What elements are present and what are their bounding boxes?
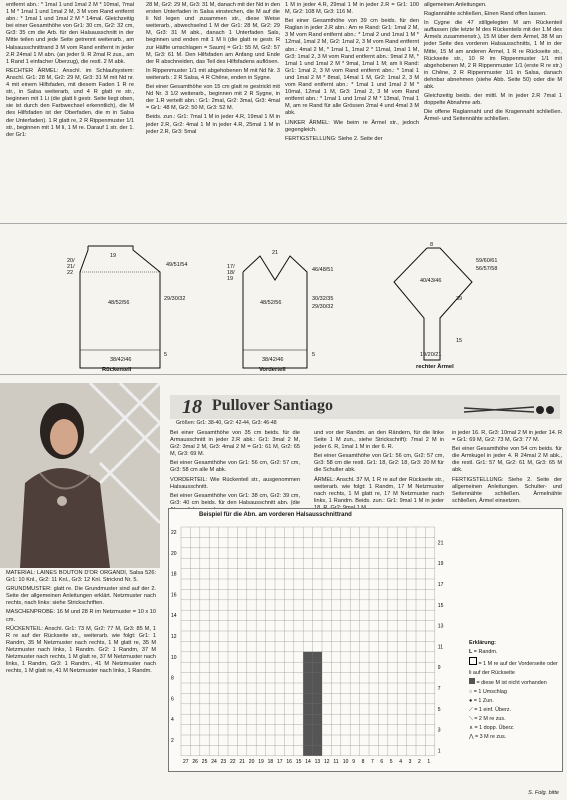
legend-title: Erklärung: [469, 640, 496, 646]
chart-col-number: 17 [277, 758, 283, 765]
absent-stitch-cell [313, 704, 322, 714]
paragraph: entfernt abn.: * 1mal 1 und 1mal 2 M * 10mal, 7mal 1 M * 1mal 1 und 1mal 2 M, 3 M vom Rand entfernt abn.: * 1mal 1 und 1mal 2 M * 14mal. Gleichzeitig bei einer Gesamthöhe von Gr1: 30 cm, Gr2: 32 cm, Gr3: 35 cm die Arb. für den Halsausschnitt in der Mitte teilen und jede Seite getrennt weiterarb., am Halsausschnittrand 3 M vom Rand entfernt in jeder 2.R 24mal 1 M abn. (an jeder 9. R 2mal R zus., am 1 Rand 1 einfacher Überzug), die restl. 2 M abk. [6, 2, 134, 65]
legend-item: ⟋ = 1 einf. Überz. [469, 707, 511, 713]
paragraph: LINKER ÄRMEL: Wie beim re Ärmel str., jedoch gegengleich. [285, 119, 419, 133]
back-top-dim: 19 [110, 253, 117, 259]
absent-stitch-cell [303, 725, 312, 735]
chart-col-number: 27 [183, 758, 189, 765]
sleeve-width-dim: 40/43/46 [420, 278, 442, 284]
paragraph: FERTIGSTELLUNG: Siehe 2. Seite der allgemeinen Anleitungen. Schulter- und Seitennähte schließen. Ärmelnähte schließen, Ärmel einsetzen. [452, 476, 562, 504]
chart-col-number: 6 [380, 758, 384, 765]
sleeve-bottom-dim: 19/20/21 [420, 352, 442, 358]
footer-note: S. Folg. bitte [528, 790, 559, 796]
chart-col-number: 12 [324, 758, 330, 765]
chart-row-number: 1 [437, 748, 441, 755]
pattern-sizes: Größen: Gr1: 38-40, Gr2: 42-44, Gr3: 46-48 [176, 420, 277, 426]
chart-col-number: 4 [399, 758, 402, 765]
chart-col-number: 21 [239, 758, 245, 765]
legend-item: ∧ = 1 dopp. Überz. [469, 725, 515, 731]
chart-row-number: 11 [437, 644, 444, 651]
front-hem-dim: 5 [312, 352, 316, 358]
paragraph: Bei einer Gesamthöhe von 35 cm beids. für die Armausschnitt in jeder 2.R abk.: Gr1: 3mal 2 M, Gr2: 3mal 2 M, Gr3: 4mal 2 M = Gr1: 61 M, Gr2: 65 M, Gr3: 69 M. [170, 430, 300, 458]
legend-item: ● = 1 Zun. [469, 698, 494, 704]
absent-stitch-cell [313, 725, 322, 735]
text-column-4 [424, 2, 562, 126]
knitting-needles-icon [464, 398, 554, 416]
paragraph: Die offene Raglannaht und die Kragennaht schließen. Ärmel- und Seitennähte schließen. [424, 109, 562, 123]
chart-row-number: 7 [437, 686, 441, 692]
chart-row-number: 6 [171, 696, 174, 703]
instruction-column-4 [452, 430, 562, 507]
instruction-column-3 [314, 430, 444, 514]
text-column-1 [6, 2, 134, 141]
paragraph: Gleichzeitig beids. der mittl. M in jeder 2.R 7mal 1 doppelte Abnahme arb. [424, 93, 562, 107]
chart-col-number: 8 [361, 758, 365, 765]
sleeve-right-dim-2: 56/57/58 [476, 266, 498, 272]
paragraph: Bei einer Gesamthöhe von 15 cm glatt re gestrickt mit Nd Nr. 3 1/2 weiterarb., beginnen mit 2 R Sygne, in der 1.R verteilt abn.: Gr1: 2mal, Gr2: 3mal, Gr3: 4mal = Gr1: 48 M, Gr2: 50 M, Gr3: 52 M. [146, 84, 280, 112]
chart-row-number: 13 [437, 623, 444, 630]
chart-row-number: 17 [437, 582, 444, 588]
absent-stitch-cell [303, 662, 312, 672]
front-side-dim-2: 29/30/32 [312, 304, 334, 310]
paragraph: Bei einer Gesamthöhe von Gr1: 56 cm, Gr2: 57 cm, Gr3: 58 cm die restl. Gr1: 18, Gr2: 18, Gr3: 20 M für die Schulter abk. [314, 453, 444, 474]
chart-col-number: 7 [371, 758, 374, 765]
chart-row-number: 18 [171, 571, 177, 578]
paragraph: und vor der Randm. an den Rändern, für die linke Seite 1 M zun., siehe Strickschrift): 7mal 2 M in jeder 6. R, 1mal 1 M in der 6. R. [314, 430, 444, 451]
back-width-dim: 48/52/56 [108, 300, 130, 306]
chart-row-number: 16 [171, 592, 177, 599]
paragraph: MATERIAL: LAINES BOUTON D'OR ORGANDI, Salsa 526: Gr1: 10 Knl., Gr2: 11 Knl., Gr3: 12 Knl. Stricknd Nr. 5. [6, 570, 156, 584]
legend-item: = 1 M re auf der Vorderseite oder li auf der Rückseite [469, 657, 559, 678]
paragraph: FERTIGSTELLUNG: Siehe 2. Seite der [285, 135, 383, 142]
absent-stitch-cell [303, 745, 312, 755]
chart-row-number: 12 [171, 634, 177, 640]
back-left-dim-1: 20/ [67, 258, 75, 264]
front-top-dim: 21 [272, 250, 279, 256]
chart-col-number: 11 [333, 758, 339, 765]
text-column-2 [146, 2, 280, 138]
chart-col-number: 15 [295, 758, 302, 765]
instruction-column-2 [170, 430, 300, 516]
absent-stitch-cell [313, 662, 322, 672]
absent-stitch-cell [303, 704, 312, 714]
chart-col-number: 3 [408, 758, 412, 765]
paragraph: In Rippenmuster 1/1 mit abgehobenen M mit Nd Nr. 3 weiterarb.: 2 R Salsa, 4 R Chêne, enden in Sygne. [146, 67, 280, 81]
chart-col-number: 14 [305, 758, 311, 765]
back-hem-dim: 5 [164, 352, 168, 358]
chart-row-number: 9 [437, 665, 441, 672]
sleeve-top-dim: 8 [430, 242, 434, 248]
absent-stitch-cell [313, 745, 322, 755]
front-left-dim-2: 18/ [227, 270, 235, 276]
chart-row-number: 5 [437, 706, 441, 713]
chart-col-number: 22 [230, 758, 236, 765]
sleeve-lower-dim: 15 [456, 338, 463, 344]
back-shoulder-dim: 49/51/54 [166, 262, 188, 268]
legend-item: ⋀ = 3 M re zus. [469, 734, 507, 740]
paragraph: In Cygne die 47 stillgelegten M am Rückenteil auffassen (die letzte M des Rückenteils mit der 1.M des Ärmels zusammenstr.), 15 M über dem Ärmel, 38 M an jeder Seite des vorderen Halsausschnitts, 1 M in der Mitte, 15 M am anderen Ärmel, 1 R re Rückseite str., Rückseite str., 10 R im Rippenmuster 1/1 mit abgehobenen M, 2 R Rippenmuster 1/1 (erste R re str.) in Chêne, 2 R Rippenmuster 1/1 in Salsa, danach dehnbar abnehmen (siehe Abb. Seite 50) oder die M abk. [424, 20, 562, 91]
chart-col-number: 24 [211, 758, 217, 765]
paragraph: GRUNDMUSTER: glatt re. Die Grundmuster sind auf der 2. Seite der allgemeinen Anleitungen erklärt. Netzmuster nach rechts, nach links: siehe Strickschriften. [6, 586, 156, 607]
paragraph: RÜCKENTEIL: Anschl. Gr1: 73 M, Gr2: 77 M, Gr3: 85 M, 1 R re auf der Rückseite str., weiterarb. wie folgt: Gr1: 1 Randm, 35 M Netzmuster nach rechts, 1 M glatt re, 35 M Netzmuster nach links, 1 Randm. Gr2: 1 Randm, 37 M Netzmuster nach rechts, 1 M glatt re, 37 M Netzmuster nach links, 1 Randm, Gr3: 1 Randm., 41 M Netzmuster nach rechts, 1 M glatt re, 41 M Netzmuster nach links, 1 Randm. [6, 625, 156, 675]
absent-stitch-cell [303, 735, 312, 745]
chart-col-number: 16 [286, 758, 292, 765]
sleeve-mid-dim: 39 [456, 296, 463, 302]
legend-item: ○ = 1 Umschlag [469, 689, 507, 695]
absent-stitch-cell [303, 714, 312, 724]
chart-col-number: 10 [342, 758, 349, 765]
back-label: Rückenteil [102, 367, 132, 372]
front-right-dim: 46/48/51 [312, 267, 334, 273]
front-schematic [215, 240, 365, 372]
front-label: Vorderteil [259, 367, 286, 372]
paragraph: Raglannähte schließen, Einen Rand offen lassen. [424, 11, 547, 18]
chart-row-number: 21 [437, 540, 444, 547]
sleeve-right-dim-1: 59/60/61 [476, 258, 498, 264]
sleeve-schematic [380, 240, 520, 372]
chart-row-number: 2 [171, 738, 174, 744]
paragraph: 1 M in jeder 4.R, 29mal 1 M in jeder 2.R = Gr1: 100 M, Gr2: 108 M, Gr3: 116 M. [285, 2, 419, 16]
absent-stitch-cell [313, 673, 322, 683]
front-width-dim: 48/52/56 [260, 300, 282, 306]
absent-stitch-cell [313, 714, 322, 724]
chart-col-number: 26 [192, 758, 198, 765]
absent-stitch-cell [303, 652, 312, 662]
legend-item: ⟍ = 2 M re zus. [469, 716, 506, 722]
front-side-dim-1: 30/32/35 [312, 296, 334, 302]
chart-title: Beispiel für die Abn. am vorderen Halsausschnittrand [199, 512, 352, 518]
back-schematic [50, 240, 200, 372]
text-column-3 [285, 2, 419, 145]
chart-col-number: 20 [248, 758, 255, 765]
absent-stitch-cell [303, 673, 312, 683]
front-left-dim-1: 17/ [227, 264, 235, 270]
paragraph: 28 M, Gr2: 29 M, Gr3: 31 M, danach mit der Nd in den ersten Unterfaden in Salsa einstechen, die M auf die li Nd legen und zusammen str., diese Weise weiterarb., abwechselnd 1 M der Gr1: 28 M, Gr2: 29 M, Gr3: 31 M abk., danach 1 Unterfaden Sals, beginnen und enden mit 1 M li (die glatt re gestr. R zur Hälfte umschlagen = Saum) = Gr1: 55 M, Gr2: 57 M, Gr3: 61 M. Den Hilfsfaden am Anfang und Ende der R abschneiden, das Teil des Hilfsfadens auflösen. [146, 2, 280, 65]
paragraph: Beids. zun.: Gr1: 7mal 1 M in jeder 4.R, 19mal 1 M in jeder 2.R, Gr2: 4mal 1 M in jeder 4.R, 25mal 1 M in jeder 2.R, Gr3: 5mal [146, 114, 280, 135]
absent-stitch-cell [313, 683, 322, 693]
chart-row-number: 3 [437, 727, 441, 734]
chart-row-number: 20 [171, 550, 177, 557]
paragraph: RECHTER ÄRMEL: Anschl. im Schlaufsystem: Anschl. Gr1: 28 M, Gr2: 29 M, Gr3: 31 M mit Nd nr. 4 mit einem Hilfsfaden, mit diesem Faden 1 R re str., in Salsa weiterarb, und 4 R glatt re str., beginnen mit 1 Li (die glatt li gestr. Seite liegt oben, sie ist durch den Farbwechsel erkenntlich), die M des Hilfsfaden ist der Oberfaden, die m in Salsa der Unterfaden). 1 R glatt re, 2 R Rippenmuster 1/1 str., beginnen mit 1 M li, 1 M re. Darauf 1 str. der 1. der Gr1: [6, 67, 134, 138]
chart-row-number: 4 [171, 717, 174, 724]
absent-stitch-cell [303, 683, 312, 693]
chart-row-number: 14 [171, 613, 177, 620]
chart-row-number: 15 [437, 602, 444, 609]
back-bottom-dim: 38/42/46 [110, 357, 132, 363]
paragraph: allgemeinen Anleitungen. [424, 2, 487, 8]
paragraph: Bei einer Gesamthöhe von 39 cm beids. für den Raglan in jeder 2.R abn.: Am re Rand: Gr1: 1mal 2 M, 3 M vom Rand entfernt abn.: * 1mal 2 und 1mal 1 M * 12mal, 1mal 2 M, Gr2: 1mal 2, 3 M vom Rand entfernt abn.: 4mal 2 M, * 1mal 1, 1mal 2 * 11mal, 1mal 1 M, Gr3: 1mal 2, 3 M vom Rand entfernt abn.: 9mal 2 M, * 1mal 1 und 1mal 2 M * 9mal, 1mal 1 M; am li Rand: Gr1: 1mal 2, 3 M vom Rand entfernt abn.: * 1mal 1 und 1mal 2 M * 8mal, 14mal 1 M, Gr2: 1mal 2, 3 M vom Rand entfernt abn.: * 1mal 1 und 1mal 2 M * 10mal, 12mal 1 M, Gr3: 1mal 2, 3 M vom Rand entfernt abn.: * 1mal 1 und 1mal 2 M * 13mal, 7mal 1 M, am re Rand für alle Grössen 2mal 4 und 4mal 3 M abk. [285, 18, 419, 117]
material-column [6, 570, 156, 677]
chart-col-number: 19 [258, 758, 264, 765]
absent-stitch-cell [313, 735, 322, 745]
chart-col-number: 1 [427, 758, 431, 765]
pattern-title-bar [170, 395, 560, 419]
chart-row-number: 8 [171, 675, 174, 682]
stitch-chart [168, 508, 563, 772]
absent-stitch-cell [313, 693, 322, 703]
chart-col-number: 5 [389, 758, 393, 765]
paragraph: Bei einer Gesamthöhe von 54 cm beids. für die Armkugel in jeder 4. R 24mal 2 M abk., die restl. Gr1: 57 M, Gr2: 61 M, Gr3: 65 M abk. [452, 446, 562, 474]
chart-row-number: 19 [437, 561, 444, 568]
pattern-number: 18 [182, 396, 202, 418]
sleeve-label: rechter Ärmel [416, 364, 454, 370]
absent-stitch-cell [303, 693, 312, 703]
front-bottom-dim: 38/42/46 [262, 357, 284, 363]
chart-legend [469, 639, 559, 742]
chart-col-number: 2 [418, 758, 421, 765]
paragraph: VORDERTEIL: Wie Rückenteil str., ausgenommen Halsausschnitt. [170, 476, 300, 490]
pattern-title: Pullover Santiago [212, 397, 334, 414]
model-photo [0, 383, 160, 568]
chart-row-number: 22 [171, 530, 177, 536]
legend-item: = diese M ist nicht vorhanden [469, 678, 559, 688]
back-left-dim-2: 21/ [67, 264, 75, 270]
chart-row-number: 10 [171, 654, 177, 661]
absent-stitch-cell [313, 652, 322, 662]
chart-col-number: 9 [352, 758, 355, 765]
chart-col-number: 13 [314, 758, 321, 765]
chart-col-number: 25 [201, 758, 208, 765]
chart-col-number: 23 [220, 758, 227, 765]
chart-col-number: 18 [267, 758, 274, 765]
paragraph: ÄRMEL: Anschl. 37 M, 1 R re auf der Rückseite str., weiterarb. wie folgt: 1 Randm, 17 M Netzmuster nach rechts, 1 M glatt re, 17 M Netzmuster nach links, 1 Randm. Beids. zun.: Gr1: 9mal 1 M in jeder [314, 476, 444, 504]
legend-item: L = Randm. [469, 649, 498, 655]
back-left-dim-3: 22 [67, 270, 74, 276]
paragraph: Bei einer Gesamthöhe von Gr1: 38 cm, Gr2: 39 cm, Gr3: 40 cm beids. für den Halsausschnitt abn. (die [170, 492, 300, 506]
paragraph: in jeder 16. R, Gr3: 10mal 2 M in jeder 14. R = Gr1: 69 M, Gr2: 73 M, Gr3: 77 M. [452, 430, 562, 444]
paragraph: Bei einer Gesamthöhe von Gr1: 56 cm, Gr2: 57 cm, Gr3: 58 cm alle M abk. [170, 460, 300, 474]
back-side-dim: 29/30/32 [164, 296, 186, 302]
paragraph: MASCHENPROBE: 16 M und 28 R im Netzmuster = 10 x 10 cm. [6, 609, 156, 623]
front-left-dim-3: 19 [227, 276, 234, 282]
